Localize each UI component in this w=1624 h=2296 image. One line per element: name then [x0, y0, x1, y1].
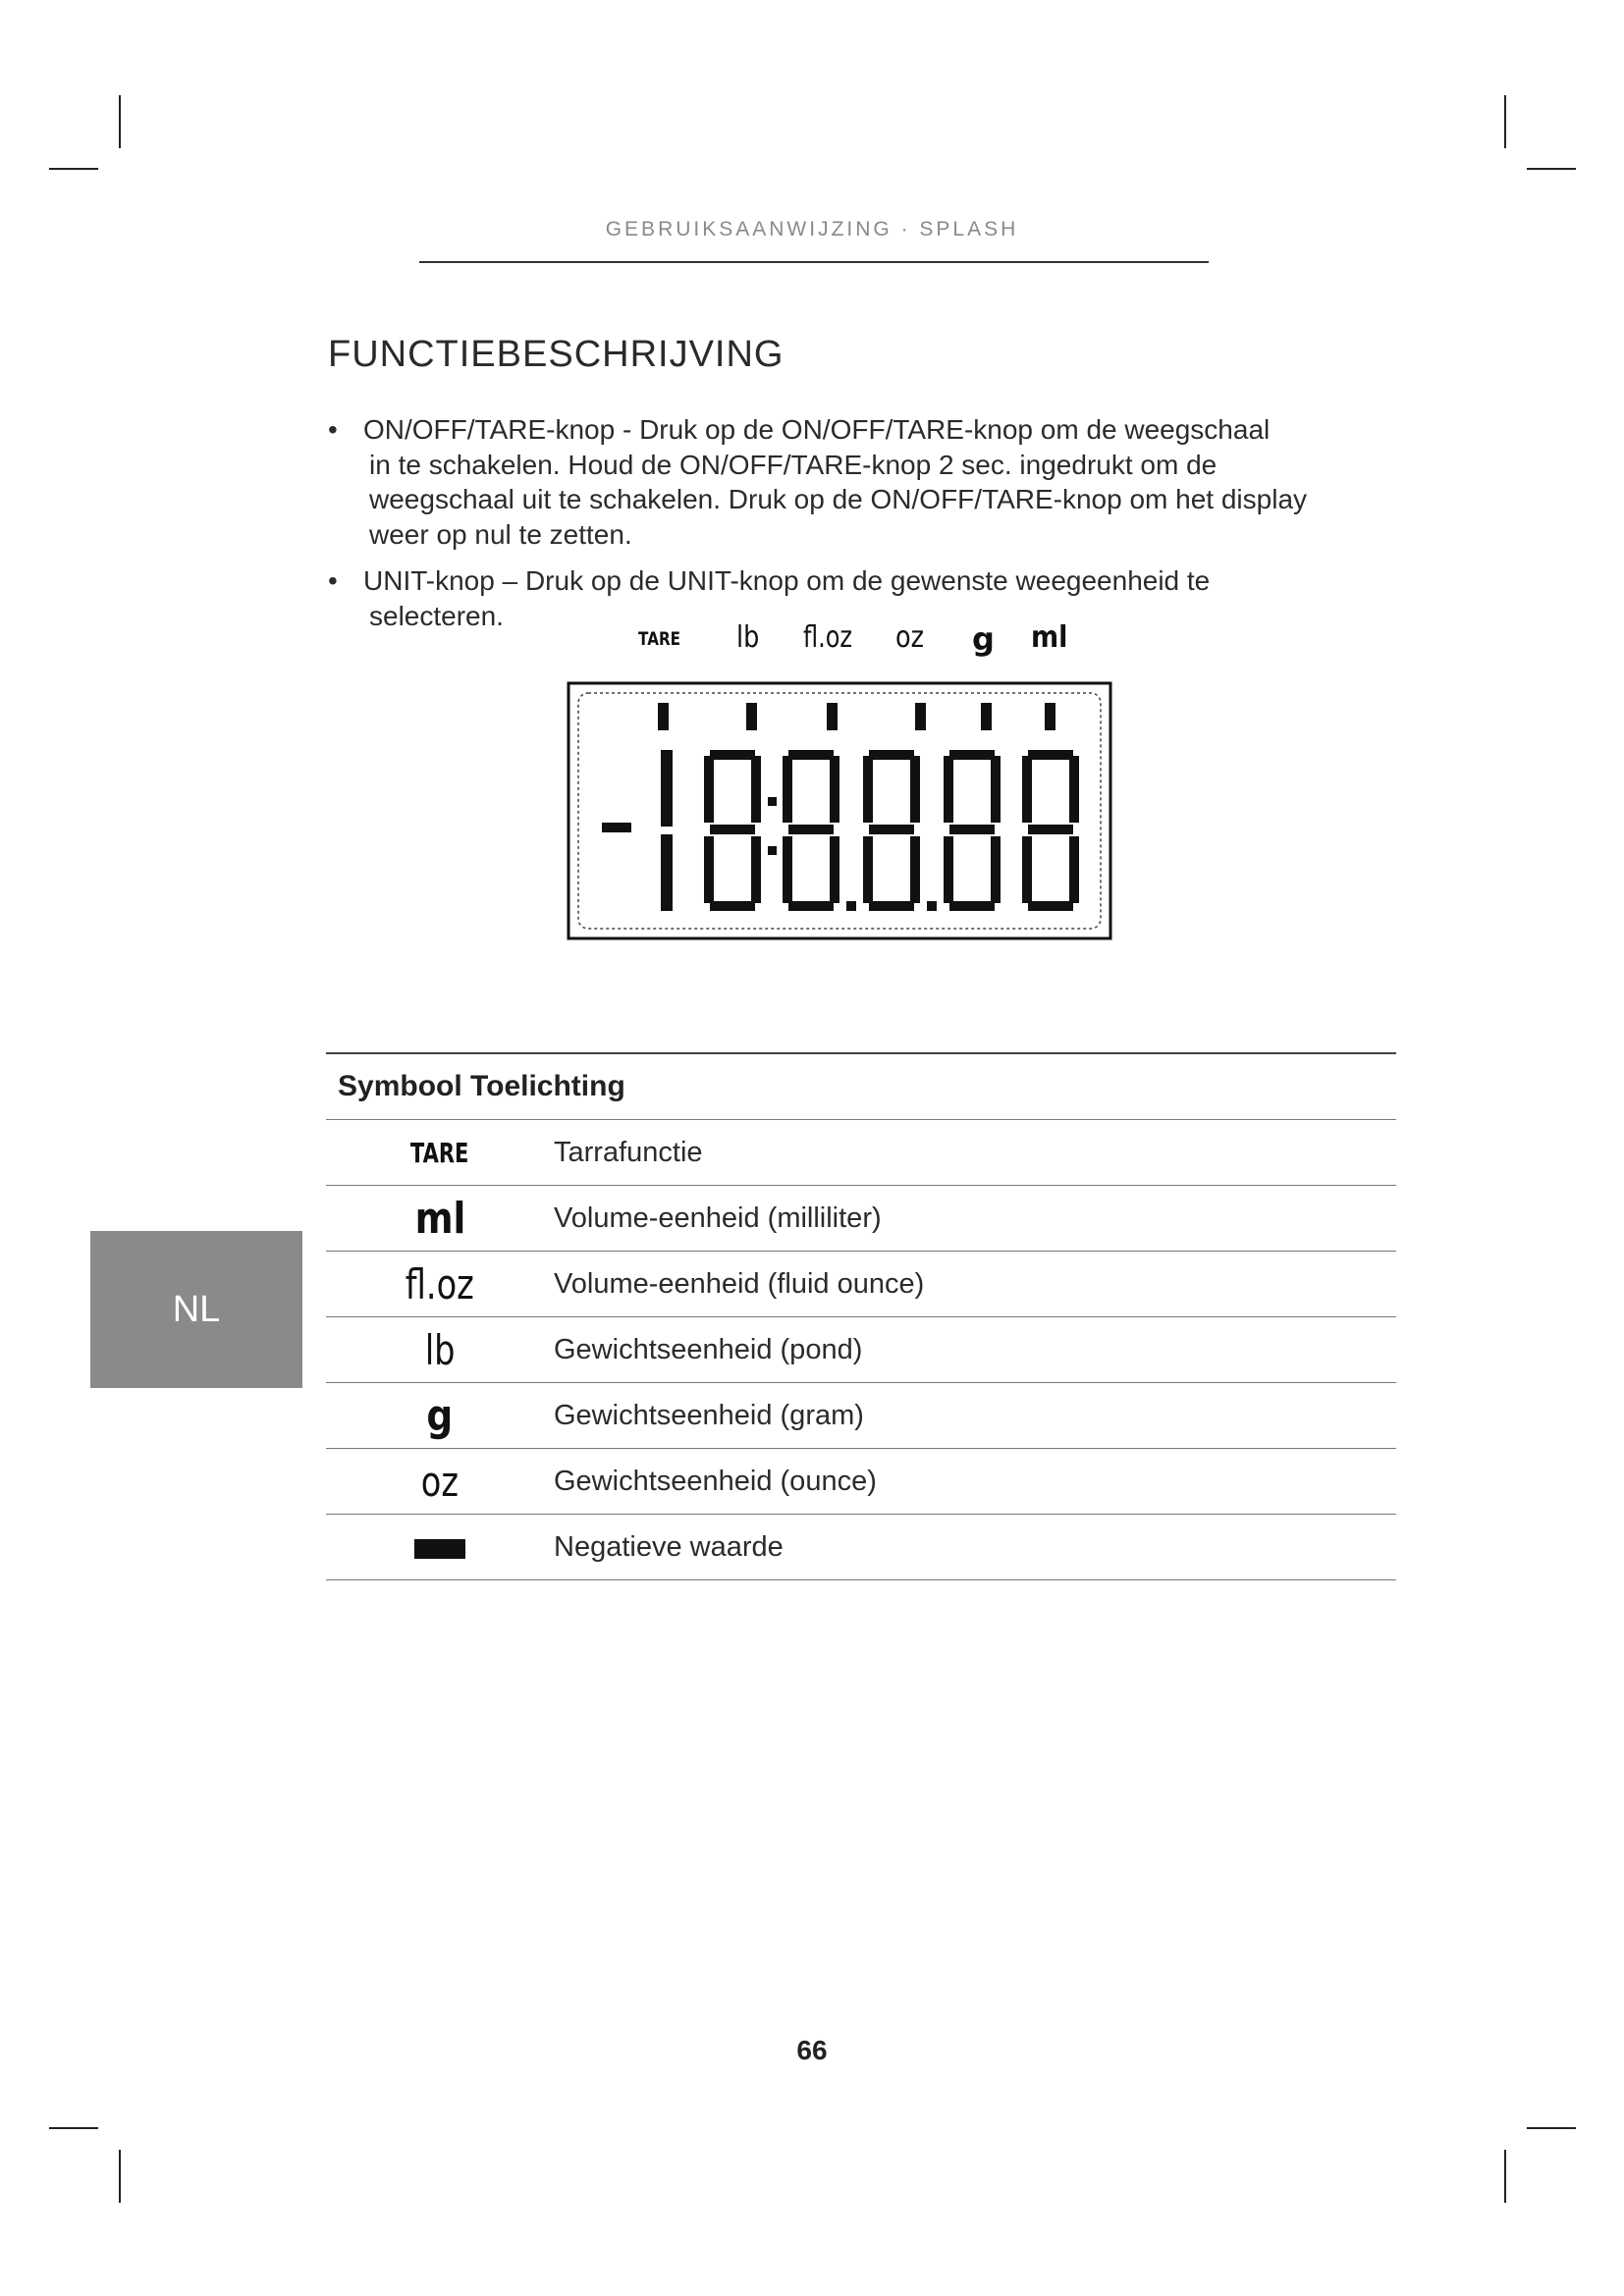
symbol-g: g [326, 1383, 554, 1449]
bullet-line: ON/OFF/TARE-knop - Druk op de ON/OFF/TARE-knop om de weegschaal [363, 414, 1271, 445]
symbol-description: Tarrafunctie [554, 1120, 1396, 1186]
bullet-icon: • [328, 565, 338, 596]
symbol-description: Gewichtseenheid (pond) [554, 1317, 1396, 1383]
table-header: Symbool Toelichting [326, 1053, 1396, 1120]
crop-mark [49, 2127, 98, 2129]
table-row [326, 1317, 1396, 1383]
page-number: 66 [796, 2035, 828, 2065]
unit-label-g: g [972, 620, 995, 658]
table-row [326, 1383, 1396, 1449]
unit-label-lb: lb [736, 620, 760, 655]
crop-mark [49, 168, 98, 170]
crop-mark [1504, 95, 1506, 148]
symbol-description: Gewichtseenheid (ounce) [554, 1449, 1396, 1515]
table-row [326, 1515, 1396, 1580]
table-header-row [326, 1053, 1396, 1120]
symbol-tare: TARE [326, 1120, 554, 1186]
bullet-line: UNIT-knop – Druk op de UNIT-knop om de gewenste weegeenheid te [363, 565, 1211, 596]
unit-label-tare: TARE [638, 628, 681, 650]
symbol-description: Gewichtseenheid (gram) [554, 1383, 1396, 1449]
section-title: FUNCTIEBESCHRIJVING [328, 334, 785, 375]
unit-label-ml: ml [1031, 620, 1068, 655]
table-row [326, 1252, 1396, 1317]
list-item [328, 412, 1408, 552]
header-rule [419, 261, 1209, 263]
symbol-floz: fl.oz [326, 1252, 554, 1317]
symbol-table [326, 1052, 1396, 1580]
bullet-line: weegschaal uit te schakelen. Druk op de ON/OFF/TARE-knop om het display [369, 484, 1308, 514]
bullet-icon: • [328, 414, 338, 445]
bullet-line: weer op nul te zetten. [369, 518, 632, 550]
negative-bar-icon [414, 1539, 465, 1559]
crop-mark [1527, 2127, 1576, 2129]
crop-mark [119, 2150, 121, 2203]
symbol-ml: ml [326, 1186, 554, 1252]
feature-list [328, 412, 1408, 645]
running-header: GEBRUIKSAANWIJZING · SPLASH [605, 218, 1019, 240]
crop-mark [119, 95, 121, 148]
table-row [326, 1186, 1396, 1252]
symbol-description: Volume-eenheid (fluid ounce) [554, 1252, 1396, 1317]
table-row [326, 1120, 1396, 1186]
lcd-display-illustration [567, 681, 1112, 940]
bullet-line: in te schakelen. Houd de ON/OFF/TARE-knop 2 sec. ingedrukt om de [369, 449, 1218, 480]
unit-labels [628, 620, 1080, 660]
table-row [326, 1449, 1396, 1515]
crop-mark [1504, 2150, 1506, 2203]
language-tab: NL [90, 1231, 302, 1388]
bullet-line: selecteren. [369, 600, 504, 631]
symbol-lb: lb [326, 1317, 554, 1383]
symbol-description: Negatieve waarde [554, 1515, 1396, 1580]
unit-label-floz: fl.oz [803, 620, 853, 655]
crop-mark [1527, 168, 1576, 170]
symbol-description: Volume-eenheid (milliliter) [554, 1186, 1396, 1252]
unit-label-oz: oz [895, 620, 924, 655]
symbol-oz: oz [326, 1449, 554, 1515]
